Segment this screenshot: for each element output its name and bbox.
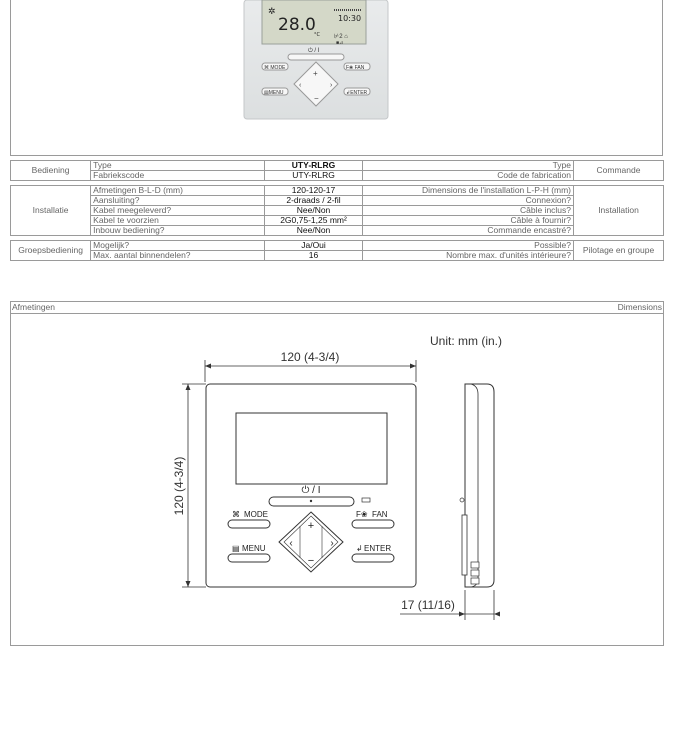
row-label-nl: Kabel te voorzien bbox=[91, 216, 264, 226]
minus-icon: − bbox=[307, 555, 315, 567]
row-label-nl: Mogelijk? bbox=[91, 241, 264, 251]
chevron-left-icon: ‹ bbox=[289, 538, 293, 549]
svg-text:⌘: ⌘ bbox=[232, 510, 240, 519]
svg-text:⏻ / I: ⏻ / I bbox=[308, 48, 320, 54]
enter-button bbox=[352, 554, 394, 562]
row-label-fr: Câble à fournir? bbox=[363, 216, 574, 226]
height-label: 120 (4-3/4) bbox=[172, 456, 186, 516]
row-label-fr: Possible? bbox=[363, 241, 574, 251]
photo-clock: 10:30 bbox=[338, 14, 362, 23]
dimensions-heading-nl: Afmetingen bbox=[12, 302, 55, 312]
table-row bbox=[11, 161, 664, 171]
table-row bbox=[11, 206, 664, 216]
fan-button bbox=[352, 520, 394, 528]
mode-button-label: MODE bbox=[244, 510, 268, 519]
svg-text:‹: ‹ bbox=[299, 82, 302, 89]
row-value: Nee/Non bbox=[264, 206, 363, 216]
table-row bbox=[11, 171, 664, 181]
row-label-nl: Kabel meegeleverd? bbox=[91, 206, 264, 216]
row-label-nl: Aansluiting? bbox=[91, 196, 264, 206]
svg-text:▤: ▤ bbox=[232, 544, 240, 553]
row-label-fr: Nombre max. d'unités intérieure? bbox=[363, 251, 574, 261]
row-value: UTY-RLRG bbox=[264, 171, 363, 181]
menu-button bbox=[228, 554, 270, 562]
divider bbox=[10, 313, 664, 314]
svg-text:⌘ MODE: ⌘ MODE bbox=[264, 65, 286, 71]
controller-side-view bbox=[460, 384, 494, 587]
row-label-fr: Code de fabrication bbox=[363, 171, 574, 181]
row-label-fr: Câble inclus? bbox=[363, 206, 574, 216]
svg-text:▤MENU: ▤MENU bbox=[264, 90, 284, 96]
svg-text:⊬2 ⌂: ⊬2 ⌂ bbox=[334, 34, 348, 40]
row-value: 2G0,75-1,25 mm² bbox=[264, 216, 363, 226]
width-label: 120 (4-3/4) bbox=[280, 350, 340, 364]
table-row bbox=[11, 196, 664, 206]
table-row bbox=[11, 241, 664, 251]
depth-label: 17 (11/16) bbox=[401, 598, 455, 612]
group-label-nl: Installatie bbox=[11, 186, 91, 236]
group-label-fr: Pilotage en groupe bbox=[574, 241, 664, 261]
plus-icon: + bbox=[307, 520, 315, 532]
row-value: 2-draads / 2-fil bbox=[264, 196, 363, 206]
controller-photo bbox=[242, 0, 390, 122]
row-value: 120-120-17 bbox=[264, 186, 363, 196]
group-label-fr: Commande bbox=[574, 161, 664, 181]
row-label-nl: Afmetingen B-L-D (mm) bbox=[91, 186, 264, 196]
lcd-screen bbox=[236, 413, 387, 484]
svg-text:−: − bbox=[314, 94, 319, 103]
table-row bbox=[11, 216, 664, 226]
dimensions-heading-fr: Dimensions bbox=[617, 302, 662, 312]
table-row bbox=[11, 226, 664, 236]
svg-text:✲: ✲ bbox=[268, 6, 276, 16]
row-label-fr: Commande encastré? bbox=[363, 226, 574, 236]
row-label-nl: Fabriekscode bbox=[91, 171, 264, 181]
power-button-label: ⏻ / I bbox=[301, 485, 321, 496]
menu-button-label: MENU bbox=[242, 544, 266, 553]
row-label-fr: Dimensions de l'installation L-P-H (mm) bbox=[363, 186, 574, 196]
chevron-right-icon: › bbox=[330, 538, 334, 549]
row-value: UTY-RLRG bbox=[264, 161, 363, 171]
fan-button-label: FAN bbox=[372, 510, 388, 519]
svg-text:°C: °C bbox=[314, 32, 320, 38]
row-label-fr: Type bbox=[363, 161, 574, 171]
table-row bbox=[11, 186, 664, 196]
enter-button-label: ENTER bbox=[364, 544, 392, 553]
group-label-nl: Groepsbediening bbox=[11, 241, 91, 261]
row-value: Ja/Oui bbox=[264, 241, 363, 251]
photo-temperature: 28.0 bbox=[278, 15, 316, 35]
svg-text:↲: ↲ bbox=[356, 544, 363, 553]
svg-text:F❀ FAN: F❀ FAN bbox=[346, 65, 365, 71]
unit-label: Unit: mm (in.) bbox=[430, 334, 502, 348]
row-value: Nee/Non bbox=[264, 226, 363, 236]
spec-table bbox=[10, 160, 664, 261]
svg-text:■⊿: ■⊿ bbox=[336, 40, 344, 46]
group-label-fr: Installation bbox=[574, 186, 664, 236]
row-value: 16 bbox=[264, 251, 363, 261]
svg-text:F❀: F❀ bbox=[356, 510, 368, 519]
row-label-fr: Connexion? bbox=[363, 196, 574, 206]
mode-button bbox=[228, 520, 270, 528]
row-label-nl: Inbouw bediening? bbox=[91, 226, 264, 236]
row-label-nl: Type bbox=[91, 161, 264, 171]
svg-text:›: › bbox=[330, 82, 333, 89]
row-label-nl: Max. aantal binnendelen? bbox=[91, 251, 264, 261]
dimension-drawing bbox=[160, 340, 520, 630]
svg-text:+: + bbox=[313, 69, 318, 78]
table-row bbox=[11, 251, 664, 261]
svg-text:↲ENTER: ↲ENTER bbox=[346, 90, 368, 96]
group-label-nl: Bediening bbox=[11, 161, 91, 181]
